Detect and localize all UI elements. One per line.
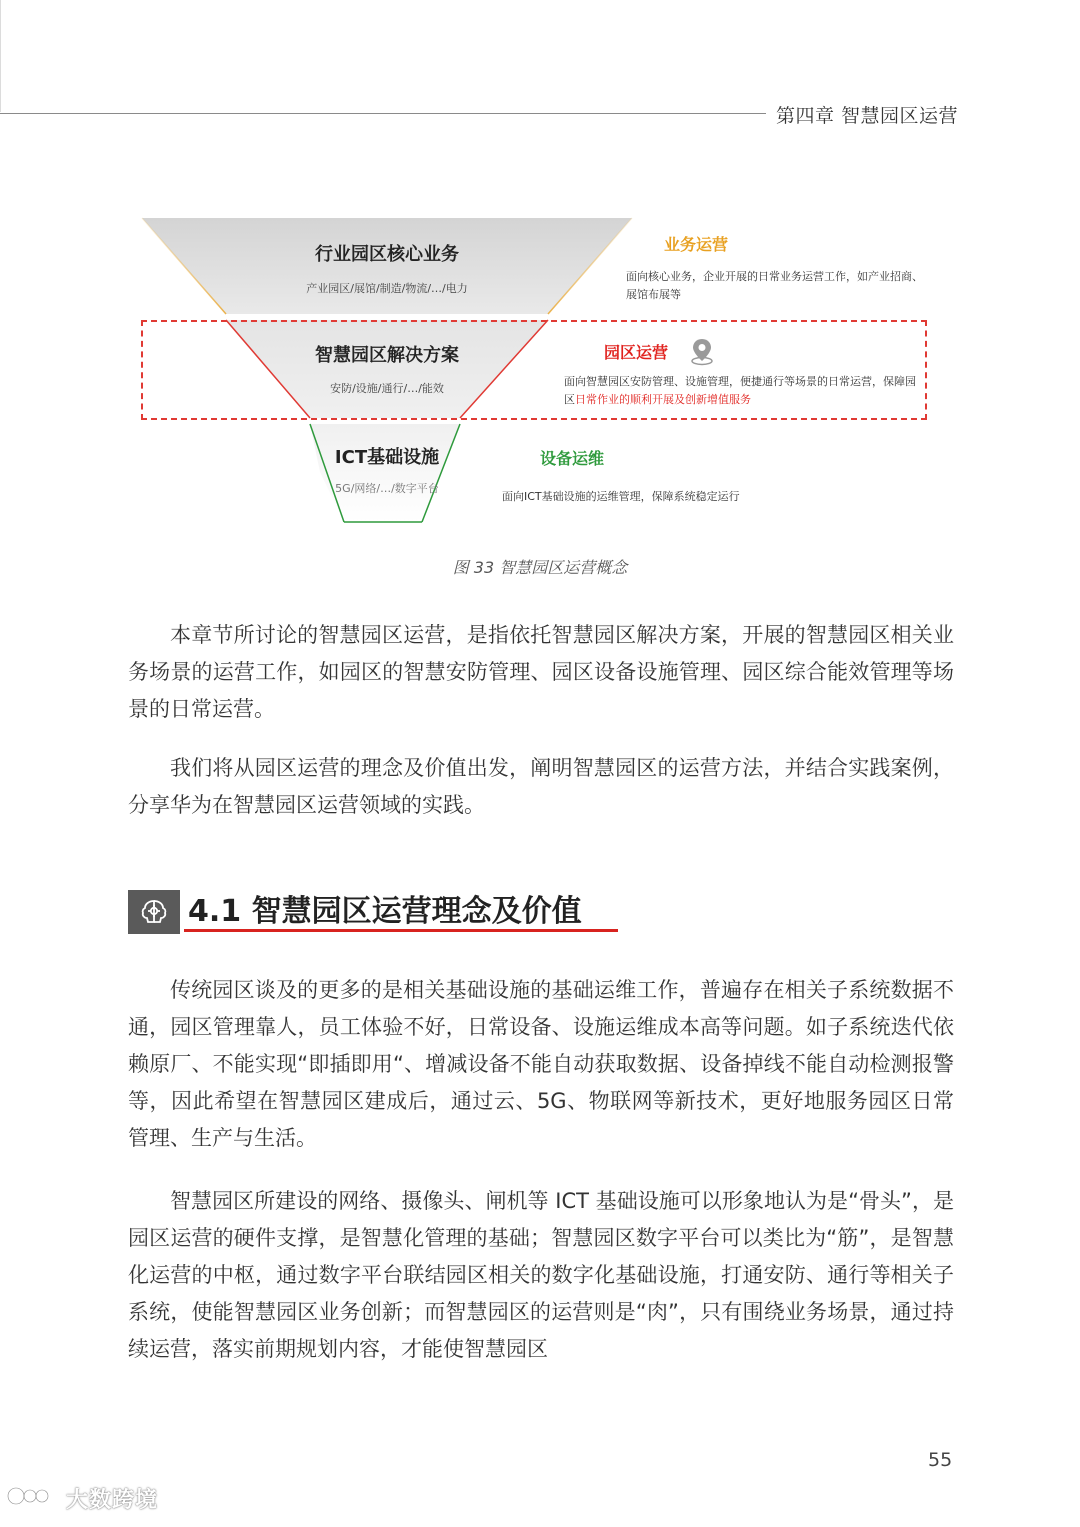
side-title-park-ops: 园区运营: [604, 343, 669, 362]
watermark-text: 大数跨境: [66, 1488, 159, 1513]
watermark-logo-icon: [6, 1485, 66, 1513]
body-paragraph: 传统园区谈及的更多的是相关基础设施的基础运维工作，普遍存在相关子系统数据不通，园区管理靠人，员工体验不好，日常设备、设施运维成本高等问题。如子系统迭代依赖原厂、不能实现“即插即用“、增减设备不能自动获取数据、设备掉线不能自动检测报警等，因此希望在智慧园区建成后，通过云、5G、物联网等新技术，更好地服务园区日常管理、生产与生活。: [128, 978, 954, 1150]
concept-diagram: [130, 210, 940, 540]
side-desc-business-ops: 面向核心业务，企业开展的日常业务运营工作，如产业招商、展馆布展等: [626, 270, 923, 301]
tier-title: 行业园区核心业务: [315, 244, 459, 265]
tier-core-business-shape: [142, 218, 632, 314]
section-heading: [128, 884, 618, 932]
body-paragraph: 我们将从园区运营的理念及价值出发，阐明智慧园区的运营方法，并结合实践案例，分享华为在智慧园区运营领域的实践。: [128, 756, 954, 817]
page-edge-line: [0, 0, 1, 112]
header-rule: [0, 113, 766, 114]
tier-subtitle: 5G/网络/…/数字平台: [335, 482, 439, 495]
side-desc-park-ops: 面向智慧园区安防管理、设施管理，便捷通行等场景的日常运营，保障园区日常作业的顺利开展及创新增值服务: [564, 375, 916, 406]
body-paragraph: 本章节所讨论的智慧园区运营，是指依托智慧园区解决方案，开展的智慧园区相关业务场景的运营工作，如园区的智慧安防管理、园区设备设施管理、园区综合能效管理等场景的日常运营。: [128, 623, 954, 721]
side-title-device-maintenance: 设备运维: [540, 449, 605, 468]
chapter-title: 第四章 智慧园区运营: [776, 105, 959, 127]
tier-subtitle: 安防/设施/通行/…/能效: [330, 382, 444, 395]
figure-caption: 图 33 智慧园区运营概念: [452, 558, 628, 577]
page-number: 55: [928, 1449, 953, 1471]
tier-title: ICT基础设施: [334, 447, 440, 468]
map-pin-icon: [688, 336, 716, 366]
section-title: 4.1 智慧园区运营理念及价值: [188, 894, 582, 929]
tier-title: 智慧园区解决方案: [315, 345, 459, 366]
section-underline: [184, 929, 618, 932]
brain-gear-icon: [128, 890, 180, 934]
watermark: [6, 1483, 158, 1514]
tier-subtitle: 产业园区/展馆/制造/物流/…/电力: [306, 282, 468, 295]
side-title-business-ops: 业务运营: [664, 235, 729, 254]
side-desc-device-maintenance: 面向ICT基础设施的运维管理，保障系统稳定运行: [502, 490, 740, 503]
body-paragraph: 智慧园区所建设的网络、摄像头、闸机等 ICT 基础设施可以形象地认为是“骨头”，是园区运营的硬件支撑，是智慧化管理的基础；智慧园区数字平台可以类比为“筋”，是智慧化运营的中枢，通过数字平台联结园区相关的数字化基础设施，打通安防、通行等相关子系统，使能智慧园区业务创新；而智慧园区的运营则是“肉”，只有围绕业务场景，通过持续运营，落实前期规划内容，才能使智慧园区: [128, 1189, 954, 1361]
tier-ict-shape: [310, 424, 460, 522]
